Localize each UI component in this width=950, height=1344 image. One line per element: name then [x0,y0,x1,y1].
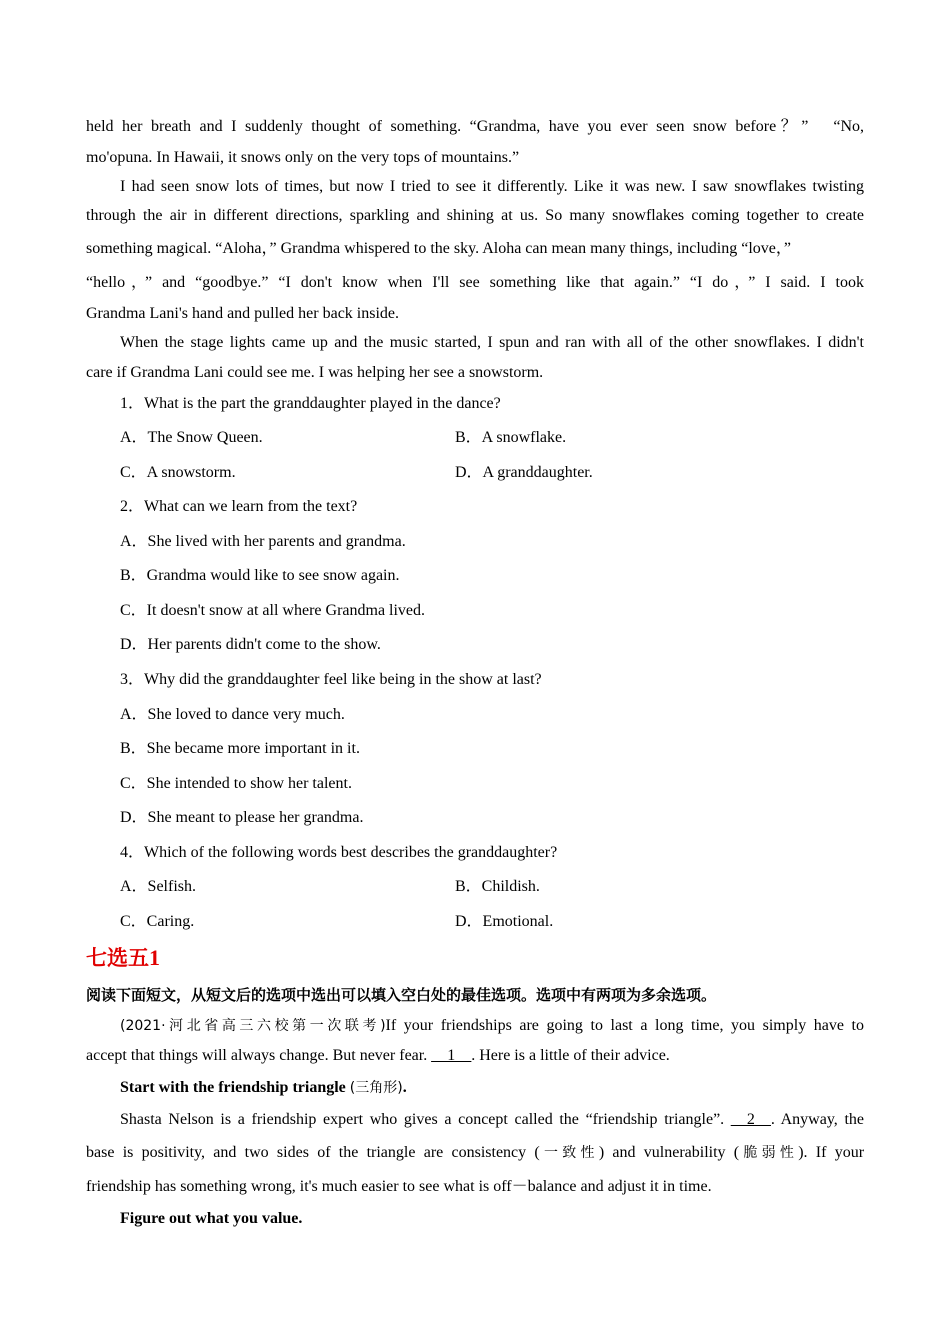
paragraph-2-line-3: friendship has something wrong, it's much easier to see what is off－balance and adjust it in time. [86,1178,712,1195]
section-title-number: 1 [149,945,160,970]
paragraph-2-line-2 [86,1143,864,1163]
question-1-option-a[interactable]: A．The Snow Queen. [120,429,263,446]
paragraph-2-text-a: Shasta Nelson is a friendship expert who gives a concept called the “friendship triangle”. [120,1111,731,1128]
paragraph-2-text-b: . Anyway, the [770,1111,864,1128]
blank-1[interactable]: __1__ [431,1047,472,1064]
subheading-1 [120,1078,864,1098]
paragraph-2-line-1 [120,1110,864,1130]
question-2-option-a[interactable]: A．She lived with her parents and grandma. [120,533,406,550]
passage-line-2: mo'opuna. In Hawaii, it snows only on the very tops of mountains.” [86,149,520,166]
passage-line-3: I had seen snow lots of times, but now I tried to see it differently. Like it was new. I saw snowflakes twisting [120,178,864,195]
passage-line-4: through the air in different directions, sparkling and shining at us. So many snowflakes coming together to create [86,207,864,224]
question-3-option-b[interactable]: B．She became more important in it. [120,740,360,757]
source-citation: (2021·河北省高三六校第一次联考) [120,1018,386,1034]
question-1-option-b[interactable]: B．A snowflake. [455,429,567,446]
paragraph-1-line-1 [120,1016,864,1036]
question-2-option-d[interactable]: D．Her parents didn't come to the show. [120,636,381,653]
paragraph-1-text-a: If your friendships are going to last a long time, you simply have to [385,1017,865,1034]
paragraph-2-line-2-b: ) and vulnerability ( [598,1144,740,1161]
question-4-option-d[interactable]: D．Emotional. [455,913,554,930]
question-4-option-a[interactable]: A．Selfish. [120,878,197,895]
question-4-stem: 4．Which of the following words best describes the granddaughter? [120,844,558,861]
question-4-option-b[interactable]: B．Childish. [455,878,540,895]
paragraph-2-line-2-a: base is positivity, and two sides of the triangle are consistency ( [86,1144,540,1161]
paragraph-2-line-2-c: ). If your [798,1144,865,1161]
passage-line-1: held her breath and I suddenly thought of something. “Grandma, have you ever seen snow before？” “No, [86,118,865,135]
paragraph-1-text-b: accept that things will always change. But never fear. [86,1047,432,1064]
paragraph-2-cn-2: 脆弱性 [739,1145,799,1161]
question-2-option-c[interactable]: C．It doesn't snow at all where Grandma lived. [120,602,426,619]
question-4-option-c[interactable]: C．Caring. [120,913,195,930]
passage-line-7: Grandma Lani's hand and pulled her back inside. [86,305,400,322]
subheading-2: Figure out what you value. [120,1210,303,1227]
paragraph-1-line-2 [86,1046,864,1066]
section-instruction: 阅读下面短文，从短文后的选项中选出可以填入空白处的最佳选项。选项中有两项为多余选项。 [86,986,717,1004]
passage-line-6: “hello，” and “goodbye.” “I don't know when I'll see something like that again.” “I do，” I said. I took [86,274,864,291]
paragraph-1-text-c: . Here is a little of their advice. [471,1047,670,1064]
question-3-stem: 3．Why did the granddaughter feel like being in the show at last? [120,671,542,688]
subheading-1-en: Start with the friendship triangle [120,1079,346,1096]
question-2-option-b[interactable]: B．Grandma would like to see snow again. [120,567,400,584]
passage-line-8: When the stage lights came up and the music started, I spun and ran with all of the other snowflakes. I didn't [120,334,864,351]
question-3-option-c[interactable]: C．She intended to show her talent. [120,775,352,792]
question-1-option-c[interactable]: C．A snowstorm. [120,464,236,481]
blank-2[interactable]: __2__ [730,1111,771,1128]
section-heading [86,946,160,970]
question-3-option-a[interactable]: A．She loved to dance very much. [120,706,345,723]
question-3-option-d[interactable]: D．She meant to please her grandma. [120,809,364,826]
paragraph-2-cn-1: 一致性 [539,1145,599,1161]
question-2-stem: 2．What can we learn from the text? [120,498,358,515]
question-1-stem: 1．What is the part the granddaughter played in the dance? [120,395,501,412]
subheading-1-cn: (三角形) [349,1080,403,1096]
passage-line-5: something magical. “Aloha，” Grandma whispered to the sky. Aloha can mean many things, including “love，” [86,240,791,257]
question-1-option-d[interactable]: D．A granddaughter. [455,464,593,481]
passage-line-9: care if Grandma Lani could see me. I was helping her see a snowstorm. [86,364,544,381]
section-title-cn: 七选五 [86,946,149,970]
subheading-1-end: . [402,1079,407,1096]
